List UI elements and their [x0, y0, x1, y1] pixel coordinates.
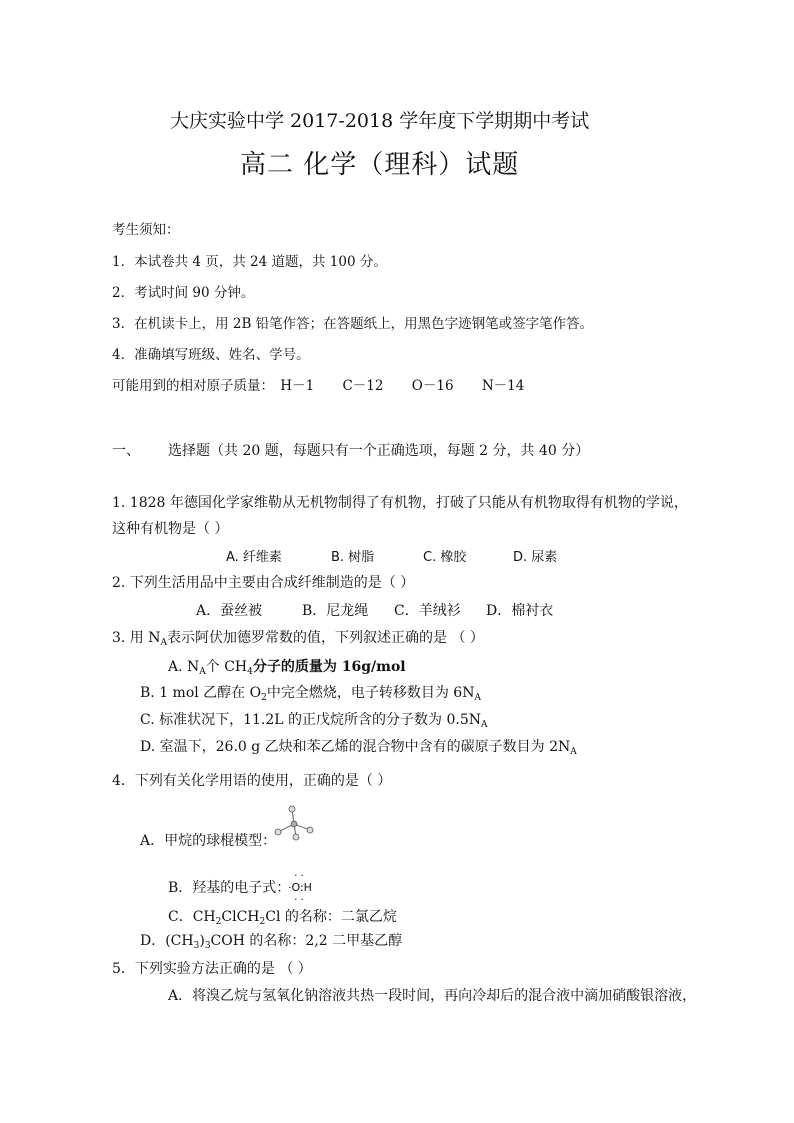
q4-d-text1: D．(CH: [140, 933, 194, 949]
q3-a-text1: A. N: [168, 659, 200, 675]
q3-stem-part1: 3. 用 N: [112, 630, 161, 646]
q2-option-a: A．蚕丝被: [196, 603, 263, 619]
q4-c-text3: Cl 的名称：二氯乙烷: [265, 909, 397, 925]
atomic-mass-c: C－12: [342, 378, 384, 394]
q3-stem-part2: 表示阿伏加德罗常数的值，下列叙述正确的是 （ ）: [167, 630, 484, 646]
atomic-mass-n: N－14: [481, 378, 525, 394]
q2-stem: 2. 下列生活用品中主要由合成纤维制造的是（ ）: [112, 575, 415, 591]
q5-option-a: A．将溴乙烷与氢氧化钠溶液共热一段时间，再向冷却后的混合液中滴加硝酸银溶液，: [168, 988, 697, 1004]
q3-d-sub1: A: [570, 747, 577, 757]
q3-a-text2: 个 CH: [205, 659, 248, 675]
q2-option-c: C．羊绒衫: [394, 603, 461, 619]
q3-stem-sub: A: [160, 638, 168, 648]
q3-b-text2: 中完全燃烧，电子转移数目为 6N: [266, 685, 475, 701]
q1-option-d: D. 尿素: [513, 550, 558, 565]
q3-b-sub2: A: [474, 693, 481, 703]
hydroxyl-formula-text: ·O:H: [288, 881, 312, 894]
q3-a-sub1: A: [199, 667, 206, 677]
q1-option-b: B. 树脂: [331, 550, 375, 565]
q4-d-text2: ): [199, 933, 205, 949]
q4-d-sub1: 3: [193, 941, 200, 951]
q4-option-b: B．羟基的电子式：: [168, 880, 291, 896]
atomic-mass-h: H－1: [280, 378, 315, 394]
q4-c-sub2: 2: [259, 917, 266, 927]
hydroxyl-electron-formula: ·· ·O:H ··: [288, 869, 312, 906]
q2-option-d: D．棉衬衣: [486, 603, 554, 619]
q3-b-sub1: 2: [261, 693, 267, 703]
q5-stem: 5．下列实验方法正确的是 （ ）: [112, 961, 312, 977]
q4-c-text1: C．CH: [168, 909, 216, 925]
q4-option-d: [140, 930, 402, 951]
q3-c-sub1: A: [481, 720, 488, 730]
notice-item-2: 2．考试时间 90 分钟。: [112, 285, 255, 301]
q3-option-a: [168, 656, 406, 677]
exam-title: 大庆实验中学 2017-2018 学年度下学期期中考试: [170, 110, 590, 132]
q1-stem-line1: 1. 1828 年德国化学家维勒从无机物制得了有机物，打破了只能从有机物取得有机物的学说，: [112, 495, 688, 511]
notice-item-1: 1．本试卷共 4 页，共 24 道题，共 100 分。: [112, 254, 387, 270]
q4-option-a: A．甲烷的球棍模型：: [140, 833, 277, 849]
q3-d-text1: D. 室温下，26.0 g 乙炔和苯乙烯的混合物中含有的碳原子数目为 2N: [140, 739, 571, 755]
q4-c-sub1: 2: [215, 917, 222, 927]
q1-stem-line2: 这种有机物是（ ）: [112, 521, 229, 537]
q3-option-c: [140, 709, 488, 730]
atomic-mass-line: [112, 374, 524, 394]
q4-stem: 4．下列有关化学用语的使用，正确的是（ ）: [112, 773, 392, 789]
atomic-mass-label: 可能用到的相对原子质量：: [112, 378, 274, 394]
section-title: 选择题（共 20 题，每题只有一个正确选项，每题 2 分，共 40 分）: [168, 443, 590, 459]
q3-option-d: [140, 736, 577, 757]
q4-d-text3: COH 的名称：2,2 二甲基乙醇: [210, 933, 403, 949]
atomic-mass-o: O－16: [411, 378, 454, 394]
notice-heading: 考生须知：: [112, 222, 180, 238]
subject-title: 高二 化学（理科）试题: [240, 150, 520, 180]
q3-b-text1: B. 1 mol 乙醇在 O: [140, 685, 262, 701]
q1-option-a: A. 纤维素: [226, 550, 282, 565]
notice-item-4: 4．准确填写班级、姓名、学号。: [112, 347, 310, 363]
section-number: 一、: [112, 443, 140, 459]
methane-ball-stick-icon: [270, 804, 320, 844]
q3-a-text3: 分子的质量为 16g/mol: [252, 659, 406, 675]
q3-c-text1: C. 标准状况下，11.2L 的正戊烷所含的分子数为 0.5N: [140, 712, 481, 728]
q1-option-c: C. 橡胶: [423, 550, 467, 565]
q2-option-b: B．尼龙绳: [302, 603, 369, 619]
notice-item-3: 3．在机读卡上，用 2B 铅笔作答；在答题纸上，用黑色字迹钢笔或签字笔作答。: [112, 316, 594, 332]
q3-stem: [112, 627, 484, 648]
q4-d-sub2: 3: [204, 941, 211, 951]
q3-option-b: [140, 682, 481, 703]
q4-c-text2: ClCH: [221, 909, 260, 925]
q4-option-c: [168, 906, 397, 927]
q3-a-sub2: 4: [247, 667, 253, 677]
